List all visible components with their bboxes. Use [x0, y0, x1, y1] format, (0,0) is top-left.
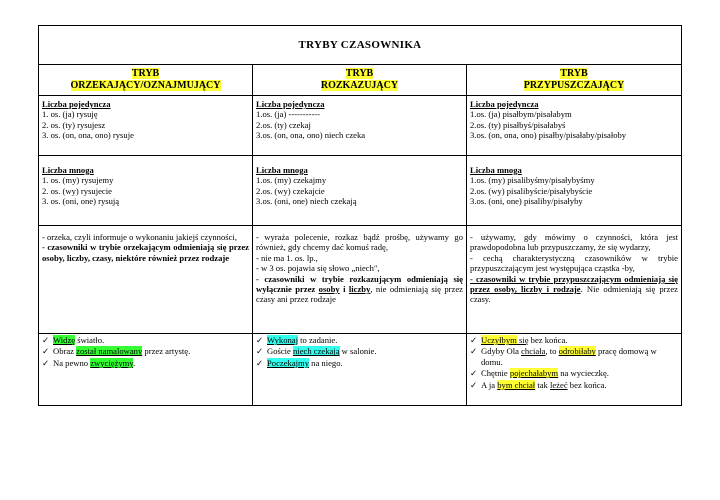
header-line: ORZEKAJĄCY/OZNAJMUJĄCY — [70, 80, 221, 91]
description-text: - cechą charakterystyczną czasowników w trybie przypuszczającym jest występująca cząstka -by, — [470, 252, 678, 274]
example-underlined: chciała — [521, 346, 546, 357]
example-text: , to — [545, 346, 559, 357]
form-line: 2. os. (ty) rysujesz — [42, 119, 106, 130]
example-text: Goście — [267, 346, 294, 357]
table-title — [39, 26, 682, 65]
description-text: , nie odmieniają się przez czasy ani przez rodzaje — [256, 284, 463, 305]
example-item — [470, 335, 678, 345]
example-text: na wycieczkę. — [558, 368, 609, 379]
example-text: przez artystę. — [142, 346, 191, 357]
example-text: A ja — [481, 379, 498, 390]
form-line: 3.os. (on, ona, ono) niech czeka — [256, 130, 366, 141]
verb-moods-table — [38, 25, 682, 406]
plural-label: Liczba mnoga — [42, 165, 94, 175]
description-mixed — [470, 274, 678, 305]
singular-cell-imperative — [253, 96, 467, 156]
example-highlight: odrobiłaby — [558, 346, 596, 357]
form-line: 1. os. (ja) rysuję — [42, 109, 98, 120]
description-bold-underlined: osoby — [318, 284, 340, 295]
singular-label: Liczba pojedyncza — [42, 99, 111, 109]
title-text: TRYBY CZASOWNIKA — [298, 38, 422, 51]
example-item — [256, 358, 463, 368]
examples-cell-conditional — [467, 334, 682, 406]
example-underlined: leżeć — [549, 379, 568, 390]
example-item — [42, 358, 249, 368]
example-highlight: bym chciał — [497, 379, 536, 390]
check-icon: ✓ — [42, 335, 50, 345]
form-line: 1.os. (my) pisalibyśmy/pisałybyśmy — [470, 175, 595, 186]
description-bold: - czasowniki w trybie orzekającym odmieniają się przez osoby, liczby, czasy, niektóre również przez rodzaje — [42, 242, 249, 263]
form-line: 3.os. (oni, one) pisaliby/pisałyby — [470, 196, 583, 207]
singular-cell-indicative — [39, 96, 253, 156]
description-cell-conditional — [467, 226, 682, 334]
plural-cell-conditional — [467, 156, 682, 226]
description-text: - orzeka, czyli informuje o wykonaniu jakiejś czynności, — [42, 232, 237, 242]
form-line: 3.os. (on, ona, ono) pisałby/pisałaby/pisałoby — [470, 130, 627, 141]
example-text: bez końca. — [528, 335, 568, 345]
example-item — [256, 346, 463, 356]
form-line: 1.os. (ja) pisałbym/pisałabym — [470, 109, 572, 120]
check-icon: ✓ — [470, 335, 478, 345]
description-text: - używamy, gdy mówimy o czynności, która jest prawdopodobna lub przypuszczamy, że się wydarzy, — [470, 232, 678, 253]
description-bold: i — [339, 284, 349, 295]
description-bold-underlined: liczby — [348, 284, 371, 295]
header-line: TRYB — [560, 68, 588, 79]
examples-cell-imperative — [253, 334, 467, 406]
plural-label: Liczba mnoga — [256, 165, 308, 175]
example-text: pracę domową w domu. — [481, 346, 657, 367]
example-text: Obraz — [53, 346, 77, 357]
example-item — [42, 335, 249, 345]
examples-cell-indicative — [39, 334, 253, 406]
example-highlight: Widzę — [53, 335, 76, 345]
form-line: 1.os. (ja) ----------- — [256, 109, 320, 120]
example-text: Na pewno — [53, 357, 91, 368]
example-highlight: Wykonaj — [267, 335, 298, 345]
plural-cell-imperative — [253, 156, 467, 226]
plural-cell-indicative — [39, 156, 253, 226]
example-text: . — [133, 357, 136, 368]
example-item — [42, 346, 249, 356]
check-icon: ✓ — [42, 357, 50, 368]
description-cell-indicative — [39, 226, 253, 334]
form-line: 2.os. (wy) pisalibyście/pisałybyście — [470, 185, 593, 196]
description-text: - wyraża polecenie, rozkaz bądź prośbę, używamy go również, gdy chcemy dać komuś radę, — [256, 232, 463, 253]
example-text: Chętnie — [481, 368, 510, 379]
form-line: 3. os. (oni, one) rysują — [42, 196, 120, 207]
example-text: światło. — [75, 335, 105, 345]
check-icon: ✓ — [256, 357, 264, 368]
form-line: 3.os. (oni, one) niech czekają — [256, 196, 357, 207]
form-line: 3. os. (on, ona, ono) rysuje — [42, 130, 134, 141]
example-item — [470, 368, 678, 378]
form-line: 2.os. (ty) pisałbyś/pisałabyś — [470, 119, 566, 130]
form-line: 2.os. (ty) czekaj — [256, 119, 311, 130]
example-highlight: pojechałabym — [509, 368, 559, 379]
example-highlight: Uczyłbym — [481, 335, 517, 345]
singular-label: Liczba pojedyncza — [256, 99, 325, 109]
description-mixed — [256, 274, 463, 305]
column-header-imperative — [253, 65, 467, 96]
header-line: TRYB — [131, 68, 160, 79]
form-line: 2.os. (wy) czekajcie — [256, 185, 325, 196]
description-bold: - czasowniki w trybie rozkazującym odmieniają się wyłącznie przez — [256, 273, 463, 295]
example-text: w salonie. — [339, 346, 377, 357]
header-line: TRYB — [345, 68, 374, 79]
example-highlight: niech czekają — [293, 346, 340, 357]
example-text: to zadanie. — [297, 335, 338, 345]
example-text: tak — [535, 379, 550, 390]
example-text: na niego. — [309, 357, 343, 368]
example-item — [470, 346, 678, 367]
description-bold-underlined: - czasowniki w trybie przypuszczającym odmieniają się przez osoby, liczby i rodzaje — [470, 273, 678, 295]
example-text: bez końca. — [567, 379, 607, 390]
plural-label: Liczba mnoga — [470, 165, 522, 175]
example-text: Gdyby Ola — [481, 346, 522, 357]
form-line: 1.os. (my) czekajmy — [256, 175, 327, 186]
form-line: 2. os. (wy) rysujecie — [42, 185, 112, 196]
description-text: . Nie odmieniają się przez czasy. — [470, 284, 678, 305]
column-header-indicative — [39, 65, 253, 96]
example-highlight: został namalowany — [76, 346, 143, 357]
header-line: ROZKAZUJĄCY — [320, 80, 399, 91]
description-text: - nie ma 1. os. lp., — [256, 252, 318, 263]
check-icon: ✓ — [470, 368, 478, 379]
example-item — [256, 335, 463, 345]
header-line: PRZYPUSZCZAJĄCY — [523, 80, 625, 91]
example-underlined: się — [516, 335, 529, 345]
example-item — [470, 380, 678, 390]
form-line: 1. os. (my) rysujemy — [42, 175, 114, 186]
check-icon: ✓ — [470, 346, 478, 357]
singular-label: Liczba pojedyncza — [470, 99, 539, 109]
description-text: - w 3 os. pojawia się słowo „niech", — [256, 263, 380, 274]
example-highlight: zwyciężymy — [90, 357, 134, 368]
check-icon: ✓ — [470, 379, 478, 390]
check-icon: ✓ — [256, 346, 264, 357]
column-header-conditional — [467, 65, 682, 96]
check-icon: ✓ — [256, 335, 264, 345]
check-icon: ✓ — [42, 346, 50, 357]
example-highlight: Poczekajmy — [267, 357, 309, 368]
singular-cell-conditional — [467, 96, 682, 156]
description-cell-imperative — [253, 226, 467, 334]
